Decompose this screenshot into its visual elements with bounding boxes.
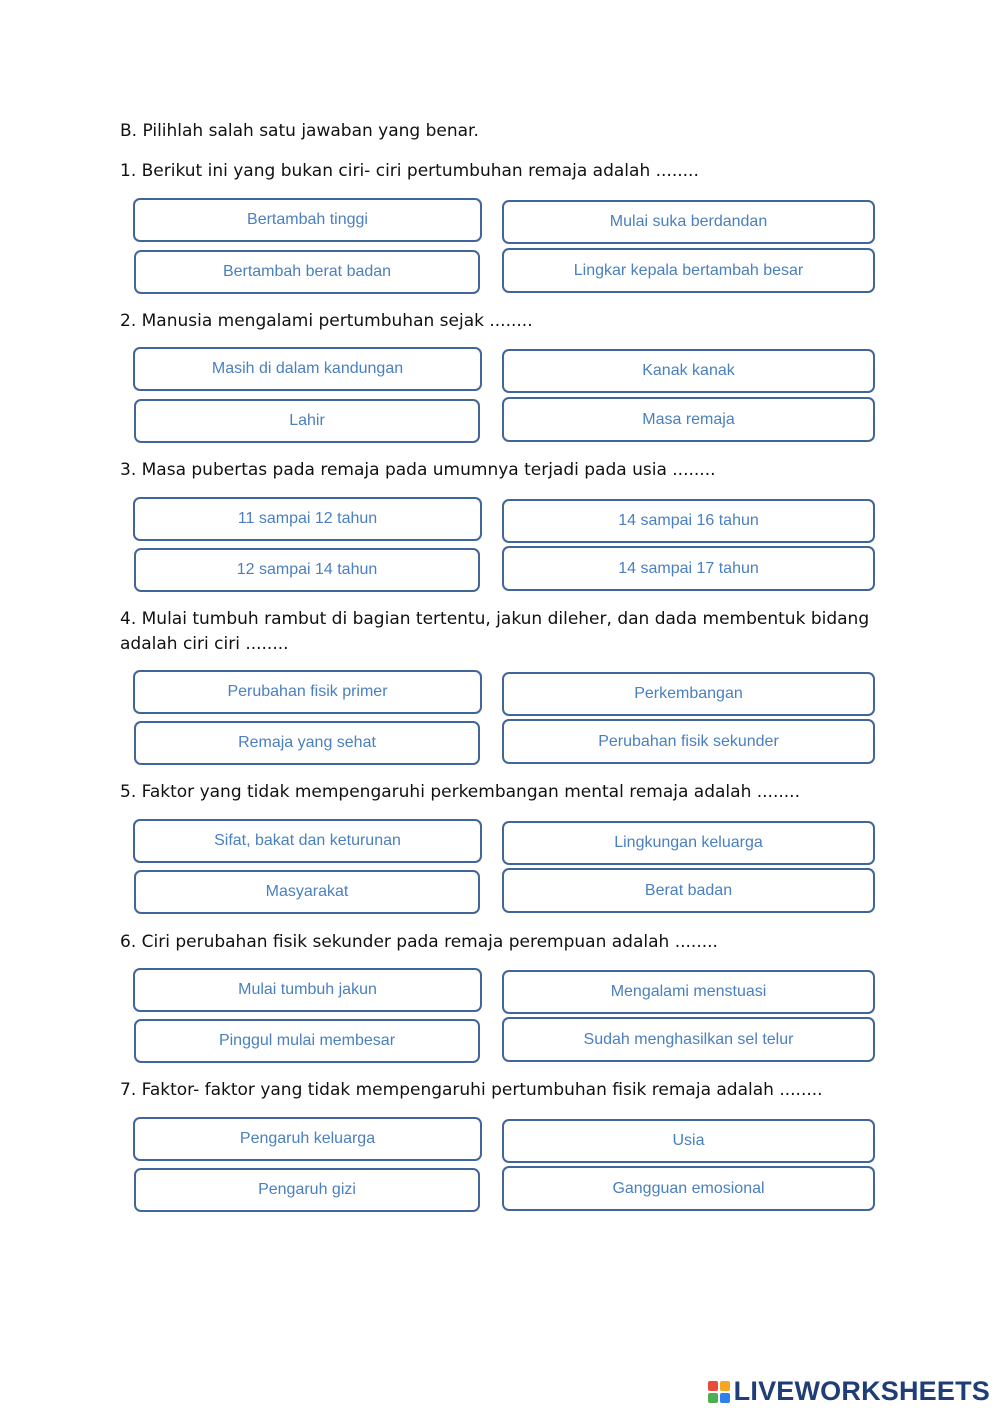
q7-option-c[interactable]: Pengaruh gizi bbox=[134, 1168, 480, 1212]
q5-option-c[interactable]: Masyarakat bbox=[134, 870, 480, 914]
q3-option-b[interactable]: 14 sampai 16 tahun bbox=[502, 499, 875, 543]
q1-option-c[interactable]: Bertambah berat badan bbox=[134, 250, 480, 294]
logo-square-green bbox=[708, 1393, 718, 1403]
liveworksheets-logo bbox=[708, 1376, 990, 1407]
question-4: 4. Mulai tumbuh rambut di bagian tertentu, jakun dileher, dan dada membentuk bidang adalah ciri ciri ........ bbox=[120, 609, 870, 654]
logo-text: LIVEWORKSHEETS bbox=[733, 1376, 990, 1406]
q2-option-b[interactable]: Kanak kanak bbox=[502, 349, 875, 393]
q4-option-a[interactable]: Perubahan fisik primer bbox=[133, 670, 482, 714]
question-7: 7. Faktor- faktor yang tidak mempengaruhi pertumbuhan fisik remaja adalah ........ bbox=[120, 1080, 823, 1100]
question-1: 1. Berikut ini yang bukan ciri- ciri pertumbuhan remaja adalah ........ bbox=[120, 161, 699, 181]
question-3: 3. Masa pubertas pada remaja pada umumnya terjadi pada usia ........ bbox=[120, 460, 716, 480]
q3-option-a[interactable]: 11 sampai 12 tahun bbox=[133, 497, 482, 541]
logo-mark-icon bbox=[708, 1381, 730, 1403]
q6-option-d[interactable]: Sudah menghasilkan sel telur bbox=[502, 1017, 875, 1062]
q1-option-d[interactable]: Lingkar kepala bertambah besar bbox=[502, 248, 875, 293]
q5-option-b[interactable]: Lingkungan keluarga bbox=[502, 821, 875, 865]
q4-option-b[interactable]: Perkembangan bbox=[502, 672, 875, 716]
q4-option-c[interactable]: Remaja yang sehat bbox=[134, 721, 480, 765]
q5-option-d[interactable]: Berat badan bbox=[502, 868, 875, 913]
q7-option-a[interactable]: Pengaruh keluarga bbox=[133, 1117, 482, 1161]
section-title: B. Pilihlah salah satu jawaban yang benar. bbox=[120, 121, 479, 141]
q6-option-c[interactable]: Pinggul mulai membesar bbox=[134, 1019, 480, 1063]
q3-option-c[interactable]: 12 sampai 14 tahun bbox=[134, 548, 480, 592]
q2-option-c[interactable]: Lahir bbox=[134, 399, 480, 443]
q6-option-b[interactable]: Mengalami menstuasi bbox=[502, 970, 875, 1014]
q2-option-d[interactable]: Masa remaja bbox=[502, 397, 875, 442]
q7-option-b[interactable]: Usia bbox=[502, 1119, 875, 1163]
q1-option-b[interactable]: Mulai suka berdandan bbox=[502, 200, 875, 244]
logo-square-orange bbox=[720, 1381, 730, 1391]
q1-option-a[interactable]: Bertambah tinggi bbox=[133, 198, 482, 242]
q7-option-d[interactable]: Gangguan emosional bbox=[502, 1166, 875, 1211]
question-6: 6. Ciri perubahan fisik sekunder pada remaja perempuan adalah ........ bbox=[120, 932, 718, 952]
question-5: 5. Faktor yang tidak mempengaruhi perkembangan mental remaja adalah ........ bbox=[120, 782, 800, 802]
q4-option-d[interactable]: Perubahan fisik sekunder bbox=[502, 719, 875, 764]
q6-option-a[interactable]: Mulai tumbuh jakun bbox=[133, 968, 482, 1012]
q5-option-a[interactable]: Sifat, bakat dan keturunan bbox=[133, 819, 482, 863]
question-2: 2. Manusia mengalami pertumbuhan sejak ........ bbox=[120, 311, 533, 331]
logo-square-red bbox=[708, 1381, 718, 1391]
q2-option-a[interactable]: Masih di dalam kandungan bbox=[133, 347, 482, 391]
q3-option-d[interactable]: 14 sampai 17 tahun bbox=[502, 546, 875, 591]
logo-square-blue bbox=[720, 1393, 730, 1403]
